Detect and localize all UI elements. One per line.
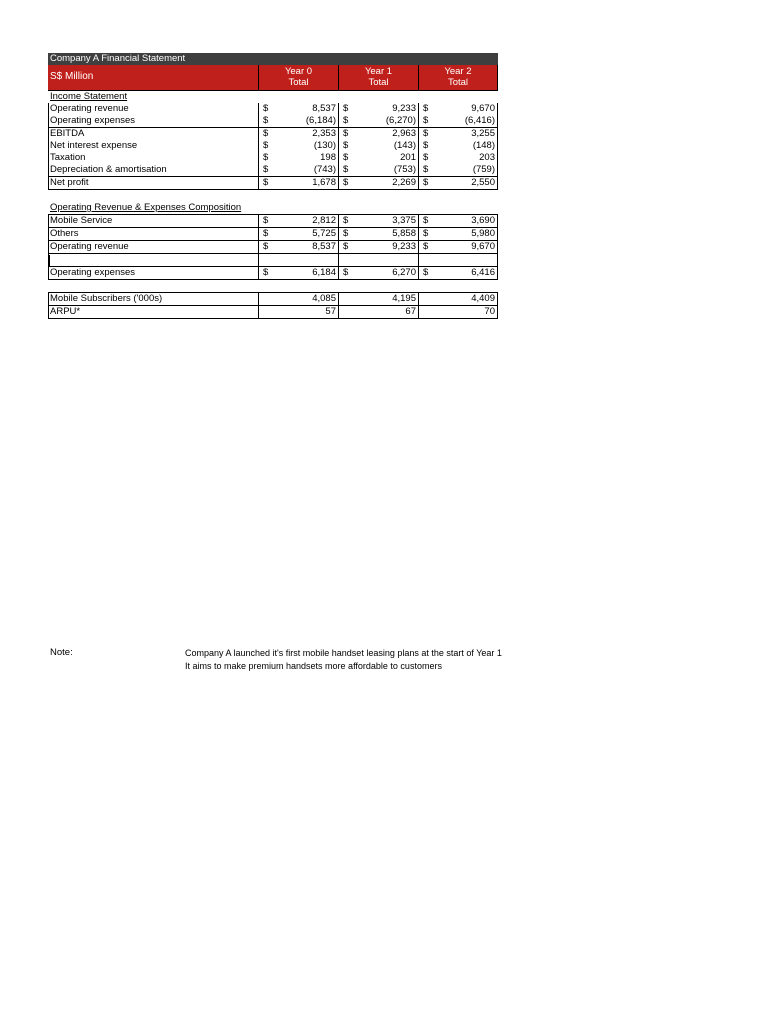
table-cell[interactable]: $ 3,375	[338, 215, 418, 227]
table-cell[interactable]: $ (143)	[338, 140, 418, 152]
composition-heading[interactable]: Operating Revenue & Expenses Composition	[50, 202, 242, 213]
composition-heading-row	[48, 202, 498, 215]
column-header-year-2[interactable]: Year 2 Total	[418, 65, 498, 90]
row-label[interactable]: Operating revenue	[50, 241, 129, 252]
note-line-1: Company A launched it's first mobile handset leasing plans at the start of Year 1	[185, 648, 502, 658]
table-row	[48, 215, 498, 228]
table-row	[48, 177, 498, 190]
table-cell[interactable]: $ 6,416	[418, 267, 498, 279]
income-statement-heading[interactable]: Income Statement	[50, 91, 128, 102]
row-label[interactable]: Others	[50, 228, 79, 239]
row-label[interactable]: Depreciation & amortisation	[50, 164, 167, 175]
table-cell[interactable]: $ 3,690	[418, 215, 498, 227]
table-cell[interactable]	[338, 254, 418, 266]
income-heading-row	[48, 91, 498, 103]
editing-row	[48, 254, 498, 267]
table-cell[interactable]: $ (753)	[338, 164, 418, 176]
composition-block	[48, 215, 498, 280]
table-row	[48, 267, 498, 280]
row-label[interactable]: Mobile Service	[50, 215, 113, 226]
table-cell[interactable]: 57	[258, 306, 338, 318]
spacer-row	[48, 190, 498, 202]
table-row	[48, 306, 498, 319]
table-row	[48, 228, 498, 241]
table-row	[48, 293, 498, 306]
table-cell[interactable]: $ 2,550	[418, 177, 498, 189]
table-cell[interactable]: $ (743)	[258, 164, 338, 176]
table-cell[interactable]: 4,409	[418, 293, 498, 305]
row-label[interactable]: Net interest expense	[50, 140, 138, 151]
table-row	[48, 115, 498, 128]
unit-label[interactable]: S$ Million	[50, 71, 94, 82]
table-row	[48, 152, 498, 164]
income-block	[48, 103, 498, 190]
spacer-row	[48, 280, 498, 293]
table-cell[interactable]: $ 2,269	[338, 177, 418, 189]
table-row	[48, 128, 498, 140]
table-cell[interactable]: $ 5,980	[418, 228, 498, 240]
table-cell[interactable]: $ 8,537	[258, 241, 338, 253]
row-label[interactable]: Taxation	[50, 152, 86, 163]
table-cell[interactable]: $ 2,353	[258, 128, 338, 140]
financial-statement-sheet	[48, 53, 498, 319]
table-cell[interactable]: $ 3,255	[418, 128, 498, 140]
table-cell[interactable]: $ (148)	[418, 140, 498, 152]
table-row	[48, 103, 498, 115]
row-label[interactable]: Net profit	[50, 177, 89, 188]
table-cell[interactable]: $ 2,812	[258, 215, 338, 227]
column-header-year-1[interactable]: Year 1 Total	[338, 65, 418, 90]
text-cursor[interactable]	[49, 255, 50, 266]
note-line-2: It aims to make premium handsets more affordable to customers	[185, 661, 442, 671]
table-cell[interactable]	[258, 254, 338, 266]
table-cell[interactable]: $ (130)	[258, 140, 338, 152]
subscribers-block	[48, 293, 498, 319]
table-cell[interactable]: $ 1,678	[258, 177, 338, 189]
table-cell[interactable]	[418, 254, 498, 266]
table-cell[interactable]: $ 9,670	[418, 241, 498, 253]
table-cell[interactable]: 4,085	[258, 293, 338, 305]
row-label[interactable]: ARPU*	[50, 306, 81, 317]
column-header-year-0[interactable]: Year 0 Total	[258, 65, 338, 90]
table-cell[interactable]: 67	[338, 306, 418, 318]
table-cell[interactable]: 70	[418, 306, 498, 318]
table-cell[interactable]: $ 9,670	[418, 103, 498, 115]
row-label[interactable]: Mobile Subscribers ('000s)	[50, 293, 163, 304]
row-label[interactable]: EBITDA	[50, 128, 85, 139]
note-text[interactable]	[185, 647, 502, 673]
table-cell[interactable]: $ 6,270	[338, 267, 418, 279]
table-row	[48, 164, 498, 177]
table-cell[interactable]: $ 2,963	[338, 128, 418, 140]
table-cell[interactable]: $ 203	[418, 152, 498, 164]
table-cell[interactable]: $ (759)	[418, 164, 498, 176]
sheet-title[interactable]: Company A Financial Statement	[48, 53, 498, 65]
row-label[interactable]: Operating revenue	[50, 103, 129, 114]
table-cell[interactable]: $ 5,725	[258, 228, 338, 240]
table-cell[interactable]: $ 8,537	[258, 103, 338, 115]
table-row	[48, 140, 498, 152]
header-row	[48, 65, 498, 91]
table-cell[interactable]: $ (6,270)	[338, 115, 418, 127]
table-row	[48, 241, 498, 254]
table-cell[interactable]: $ 198	[258, 152, 338, 164]
table-cell[interactable]: $ 201	[338, 152, 418, 164]
table-cell[interactable]: $ (6,416)	[418, 115, 498, 127]
table-cell[interactable]: $ 6,184	[258, 267, 338, 279]
table-cell[interactable]: $ 5,858	[338, 228, 418, 240]
table-cell[interactable]: $ (6,184)	[258, 115, 338, 127]
row-label[interactable]: Operating expenses	[50, 115, 136, 126]
table-cell[interactable]: 4,195	[338, 293, 418, 305]
table-cell[interactable]: $ 9,233	[338, 241, 418, 253]
row-label[interactable]: Operating expenses	[50, 267, 136, 278]
note-label[interactable]: Note:	[50, 647, 73, 658]
table-cell[interactable]: $ 9,233	[338, 103, 418, 115]
